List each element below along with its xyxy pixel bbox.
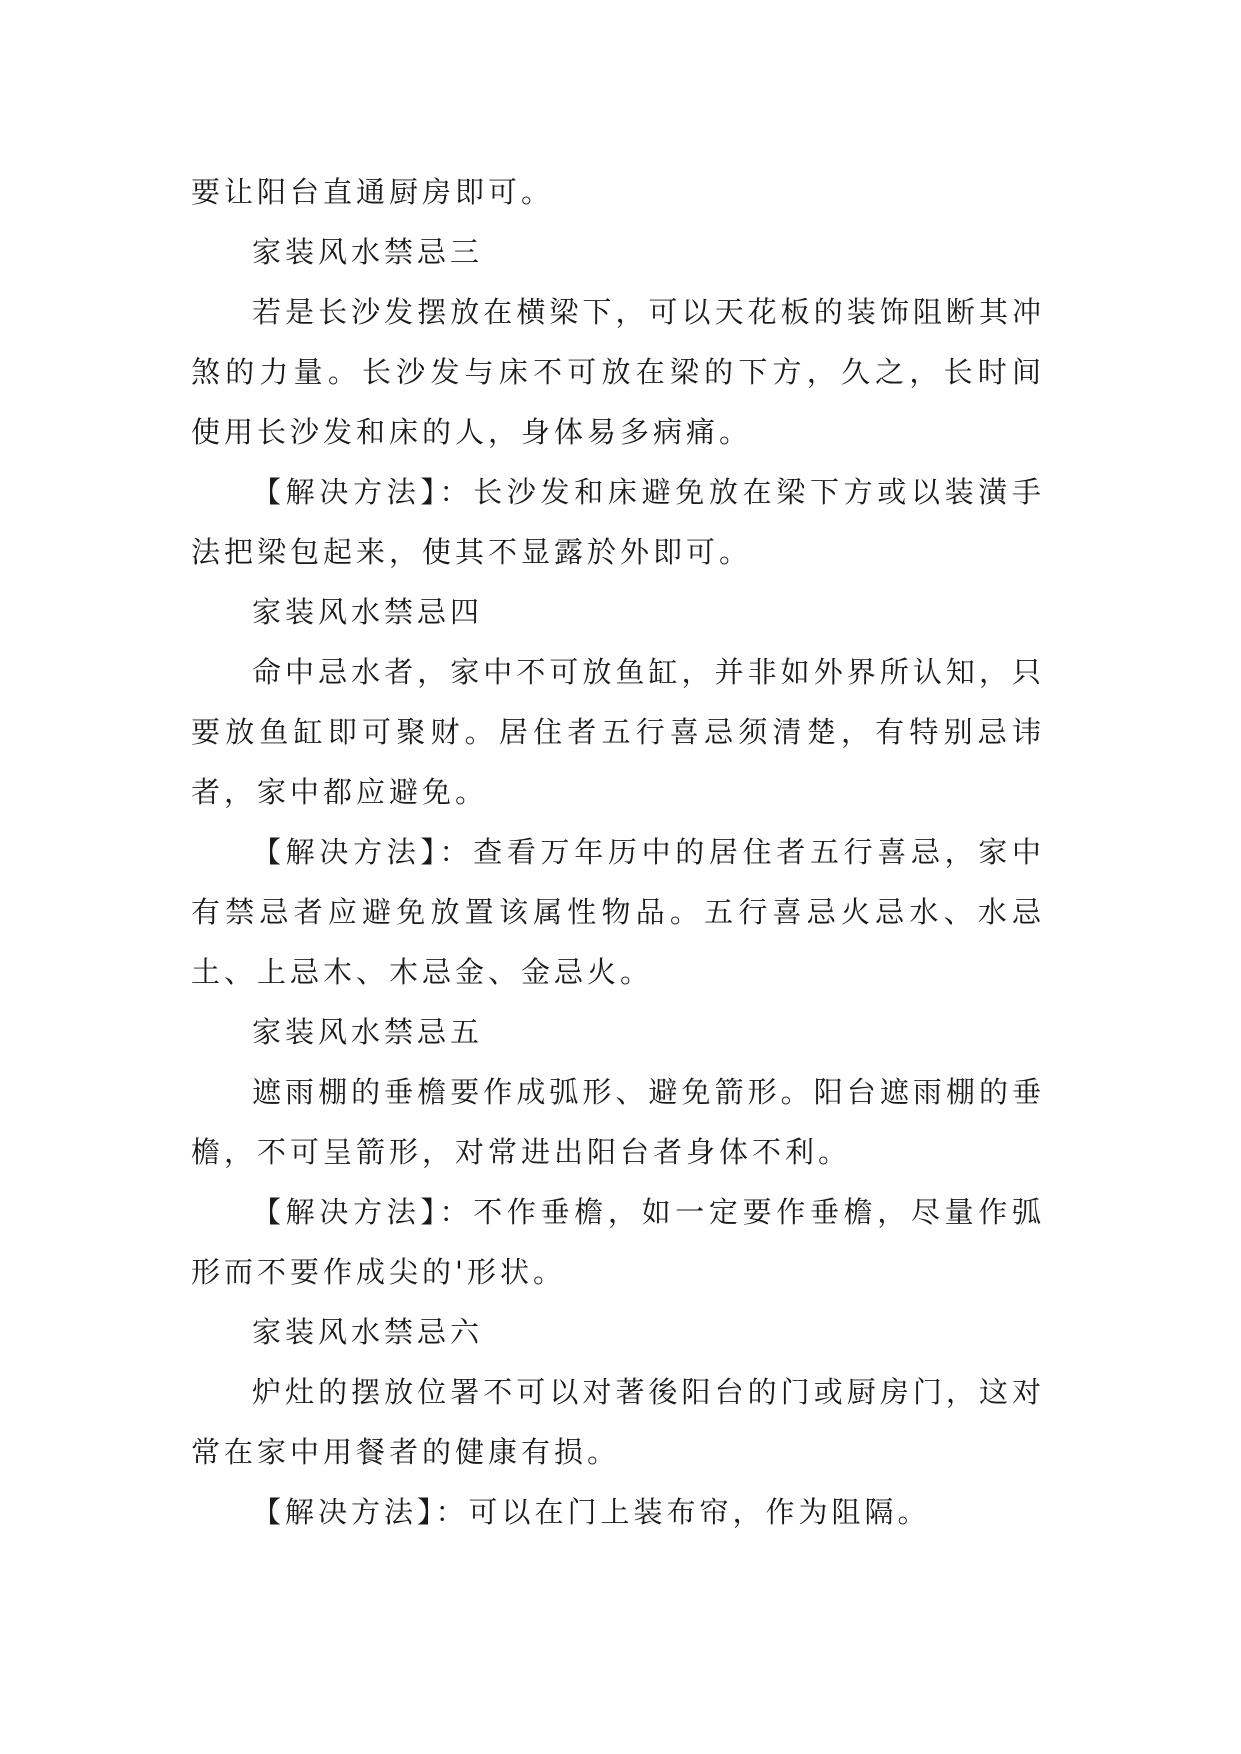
paragraph-taboo-6-description: 炉灶的摆放位署不可以对著後阳台的门或厨房门，这对常在家中用餐者的健康有损。 [191, 1375, 1045, 1469]
section-heading-taboo-6: 家装风水禁忌六 [252, 1315, 484, 1349]
section-heading-taboo-5: 家装风水禁忌五 [252, 1015, 484, 1049]
section-heading-taboo-4: 家装风水禁忌四 [252, 595, 484, 629]
paragraph-continuation: 要让阳台直通厨房即可。 [191, 175, 555, 209]
paragraph-taboo-3-solution: 【解决方法】：长沙发和床避免放在梁下方或以装潢手法把梁包起来，使其不显露於外即可。 [191, 475, 1045, 569]
paragraph-taboo-4-solution: 【解决方法】：查看万年历中的居住者五行喜忌，家中有禁忌者应避免放置该属性物品。五行喜忌火忌水、水忌土、上忌木、木忌金、金忌火。 [191, 835, 1045, 989]
paragraph-taboo-5-solution: 【解决方法】：不作垂檐，如一定要作垂檐，尽量作弧形而不要作成尖的'形状。 [191, 1195, 1045, 1289]
paragraph-taboo-5-description: 遮雨棚的垂檐要作成弧形、避免箭形。阳台遮雨棚的垂檐，不可呈箭形，对常进出阳台者身体不利。 [191, 1075, 1045, 1169]
document-body [191, 162, 1045, 1542]
paragraph-taboo-6-solution: 【解决方法】：可以在门上装布帘，作为阻隔。 [252, 1495, 931, 1529]
paragraph-taboo-3-description: 若是长沙发摆放在横梁下，可以天花板的装饰阻断其冲煞的力量。长沙发与床不可放在梁的下方，久之，长时间使用长沙发和床的人，身体易多病痛。 [191, 295, 1045, 449]
section-heading-taboo-3: 家装风水禁忌三 [252, 235, 484, 269]
paragraph-taboo-4-description: 命中忌水者，家中不可放鱼缸，并非如外界所认知，只要放鱼缸即可聚财。居住者五行喜忌须清楚，有特别忌讳者，家中都应避免。 [191, 655, 1045, 809]
